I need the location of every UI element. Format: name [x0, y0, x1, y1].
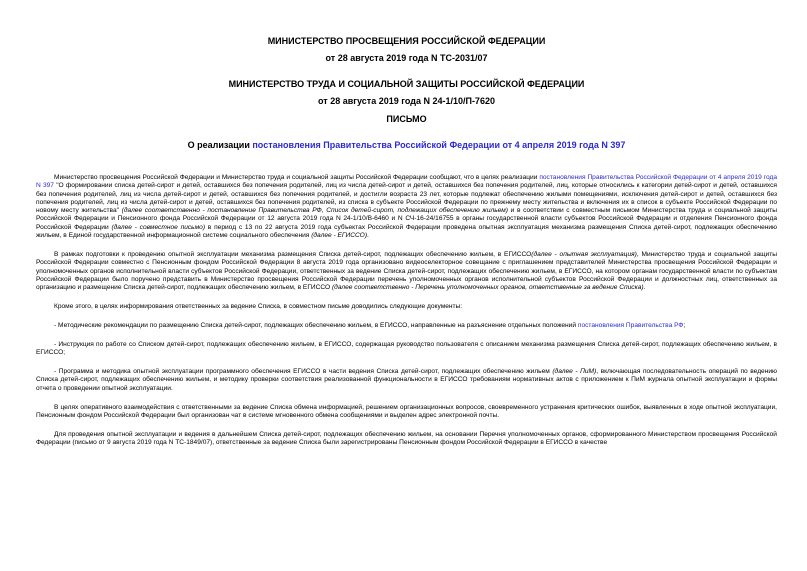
ministry-title-education: МИНИСТЕРСТВО ПРОСВЕЩЕНИЯ РОССИЙСКОЙ ФЕДЕРАЦИИ [267, 36, 546, 46]
p6-text-a: - Программа и методика опытной эксплуатации программного обеспечения ЕГИССО в части ведения Списка детей-сирот, подлежащих обеспечению жильем [54, 368, 553, 376]
p1-italic-c: (далее - ЕГИССО) [311, 232, 368, 240]
paragraph-5: - Инструкция по работе со Списком детей-сирот, подлежащих обеспечению жильем, в ЕГИССО, содержащая руководство пользователя с описанием механизма размещения Списка детей-сирот, подлежащих обеспечению жильем, в ЕГИССО; [36, 340, 777, 357]
p1-text-e: . [367, 232, 369, 240]
subject-resolution-link[interactable]: постановления Правительства Российской Федерации от 4 апреля 2019 года N 397 [252, 140, 626, 150]
p1-text-a: Министерство просвещения Российской Федерации и Министерство труда и социальной защиты Российской Федерации сообщают, что в целях реализации [54, 174, 540, 181]
document-body [36, 174, 777, 447]
p2-text-c: . [643, 284, 646, 292]
p6-text-b: , включающая последовательность операций по ведению Списка детей-сирот, подлежащих обеспечению жильем, и методику проверки соответствия реализованной функциональности в ЕГИССО требованиям нормативных актов с приложением к ПиМ журнала опытной эксплуатации и формы отчета о проведении опытной эксплуатации. [36, 368, 777, 392]
p4-text-b: ; [683, 321, 686, 329]
subject-prefix: О реализации [187, 140, 253, 150]
ministry-title-labor: МИНИСТЕРСТВО ТРУДА И СОЦИАЛЬНОЙ ЗАЩИТЫ РОССИЙСКОЙ ФЕДЕРАЦИИ [228, 79, 585, 89]
p4-resolution-link[interactable]: постановления Правительства РФ [577, 321, 684, 329]
paragraph-1 [36, 174, 777, 240]
p1-italic-b: (далее - совместное письмо) [111, 223, 206, 231]
letter-date-education: от 28 августа 2019 года N ТС-2031/07 [325, 53, 488, 63]
paragraph-8: Для проведения опытной эксплуатации и ведения в дальнейшем Списка детей-сирот, подлежащих обеспечению жильем, на основании Перечня уполномоченных органов, сформированного Министерством просвещения Российской Федерации (письмо от 9 августа 2019 года N ТС-1849/07), ответственные за ведение Списка были зарегистрированы Пенсионным фондом Российской Федерации в ЕГИССО в качестве [36, 430, 777, 446]
p1-text-b: "О формировании списка детей-сирот и детей, оставшихся без попечения родителей, лиц из числа детей-сирот и детей, оставшихся без попечения родителей, лиц, которые относились к категории детей-сирот и детей, оставшихся без попечения родителей, лиц из числа детей-сирот и детей, оставшихся без попечения родителей, и достигли возраста 23 лет, которые подлежат обеспечению жилыми помещениями, исключения детей-сирот и детей, оставшихся без попечения родителей, лиц из числа детей-сирот и детей, оставшихся без попечения родителей, из списка в субъекте Российской Федерации по прежнему месту жительства и включения их в список в субъекте Российской Федерации по новому месту жительства" [36, 182, 777, 215]
paragraph-6 [36, 368, 777, 393]
p1-text-d: в период с 13 по 22 августа 2019 года субъектах Российской Федерации проведена опытная эксплуатация механизма размещения Списка детей-сирот, подлежащих обеспечению жильем, в Единой государственной информационной системе социального обеспечения [36, 223, 777, 240]
letter-date-labor: от 28 августа 2019 года N 24-1/10/П-7620 [318, 96, 495, 106]
p1-resolution-link[interactable]: постановления Правительства Российской Федерации от 4 апреля 2019 года N 397 [36, 174, 777, 190]
paragraph-2 [36, 251, 777, 292]
p2-text-a: В рамках подготовки к проведению опытной эксплуатации механизма размещения Списка детей-сирот, подлежащих обеспечению жильем, в ЕГИССО [54, 250, 532, 258]
paragraph-4 [36, 322, 777, 330]
p1-text-c: и в соответствии с совместным письмом Министерства труда и социальной защиты Российской Федерации и Пенсионного фонда Российской Федерации от 12 августа 2019 года N 24-1/10/В-6460 и N СЧ-16-24/16755 в органы государственной власти субъектов Российской Федерации и отделения Пенсионного фонда Российской Федерации [36, 207, 778, 231]
p2-italic-a: (далее - опытная эксплуатация) [531, 250, 637, 258]
paragraph-7: В целях оперативного взаимодействия с ответственными за ведение Списка обмена информацией, решением организационных вопросов, своевременного устранения критических ошибок, выявленных в ходе опытной эксплуатации, Пенсионным фондом Российской Федерации был организован чат в системе мгновенного обмена сообщениями и выделен адрес электронной почты. [36, 403, 777, 419]
p2-text-b: , Министерство труда и социальной защиты Российской Федерации совместно с Пенсионным фондом Российской Федерации 8 августа 2019 года организовано видеоселекторное совещание с приглашением представителей Министерства просвещения Российской Федерации и уполномоченных органов исполнительной власти субъектов Российской Федерации, ответственных за ведение Списка детей-сирот, подлежащих обеспечению жильем, в ЕГИССО, на котором органам государственной власти по субъектам Российской Федерации было поручено представить в Министерство просвещения Российской Федерации перечень уполномоченных органов исполнительной субъектов Российской Федерации и должностных лиц, ответственных за организацию и размещение Списка детей-сирот, подлежащих обеспечению жильем, в ЕГИССО [36, 250, 778, 292]
document-type: ПИСЬМО [386, 114, 427, 124]
document-subject [36, 140, 777, 151]
p1-italic-a: (далее соответственно - постановление Правительства РФ, Список детей-сирот, подлежащих обеспечению жильем) [119, 207, 508, 215]
p6-italic: (далее - ПиМ) [552, 368, 597, 376]
p4-text-a: - Методические рекомендации по размещению Списка детей-сирот, подлежащих обеспечению жильем, в ЕГИССО, направленные на разъяснение отдельных положений [54, 321, 578, 329]
p2-italic-b: (далее соответственно - Перечень уполномоченных органов, ответственные за ведение Списка) [331, 284, 644, 292]
paragraph-3: Кроме этого, в целях информирования ответственных за ведение Списка, в совместном письме доводились следующие документы: [54, 303, 463, 311]
